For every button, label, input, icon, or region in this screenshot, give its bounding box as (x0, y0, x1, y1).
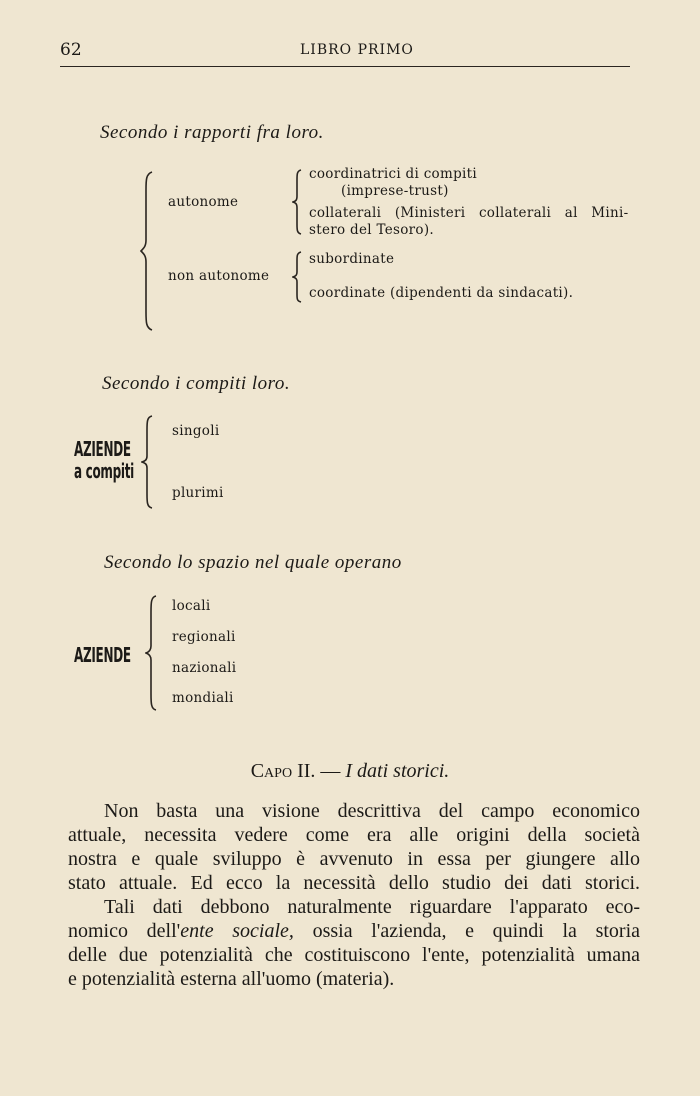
item-tesoro: stero del Tesoro). (309, 222, 434, 238)
p2-line-1: Tali dati debbono naturalmente riguardare l'apparato eco- (104, 896, 640, 918)
item-nazionali: nazionali (172, 660, 237, 676)
p1-line-1: Non basta una visione descrittiva del campo economico (104, 800, 640, 822)
p2-line-2: nomico dell'ente sociale, ossia l'azienda, e quindi la storia (68, 920, 640, 942)
item-singoli: singoli (172, 423, 220, 439)
item-locali: locali (172, 598, 211, 614)
item-imprese-trust: (imprese-trust) (341, 183, 449, 199)
section3-brace (145, 594, 157, 712)
item-mondiali: mondiali (172, 690, 234, 706)
section2-brace (141, 414, 153, 510)
section1-heading: Secondo i rapporti fra loro. (100, 122, 324, 143)
p2-line-3: delle due potenzialità che costituiscono l'ente, potenzialità umana (68, 944, 640, 966)
item-subordinate: subordinate (309, 251, 395, 267)
chapter-title: I dati storici. (345, 760, 450, 782)
p2-line-4: e potenzialità esterna all'uomo (materia). (68, 968, 395, 990)
group-label-non-autonome: non autonome (168, 268, 270, 284)
item-coordinate: coordinate (dipendenti da sindacati). (309, 285, 574, 301)
stamp-aziende: AZIENDE (74, 643, 131, 667)
item-collaterali: collaterali (Ministeri collaterali al Mini- (309, 205, 629, 221)
item-coordinatrici: coordinatrici di compiti (309, 166, 477, 182)
group-label-autonome: autonome (168, 194, 239, 210)
section1-outer-brace (140, 170, 154, 332)
item-plurimi: plurimi (172, 485, 224, 501)
section3-heading: Secondo lo spazio nel quale operano (104, 552, 402, 573)
chapter-heading (0, 760, 700, 783)
page-number: 62 (60, 40, 82, 60)
item-regionali: regionali (172, 629, 236, 645)
stamp-aziende-a-compiti: AZIENDE a compiti (74, 437, 134, 483)
p1-line-3: nostra e quale sviluppo è avvenuto in essa per giungere allo (68, 848, 640, 870)
section2-heading: Secondo i compiti loro. (102, 373, 291, 394)
paragraph-1 (68, 799, 640, 895)
paragraph-2 (68, 895, 640, 991)
header-rule (60, 66, 630, 67)
p1-line-4: stato attuale. Ed ecco la necessità dello studio dei dati storici. (68, 872, 640, 894)
running-title: LIBRO PRIMO (300, 42, 414, 58)
autonome-brace (292, 168, 302, 236)
chapter-prefix: Capo II. — (250, 760, 341, 782)
non-autonome-brace (292, 250, 302, 304)
p1-line-2: attuale, necessita vedere come era alle origini della società (68, 824, 640, 846)
